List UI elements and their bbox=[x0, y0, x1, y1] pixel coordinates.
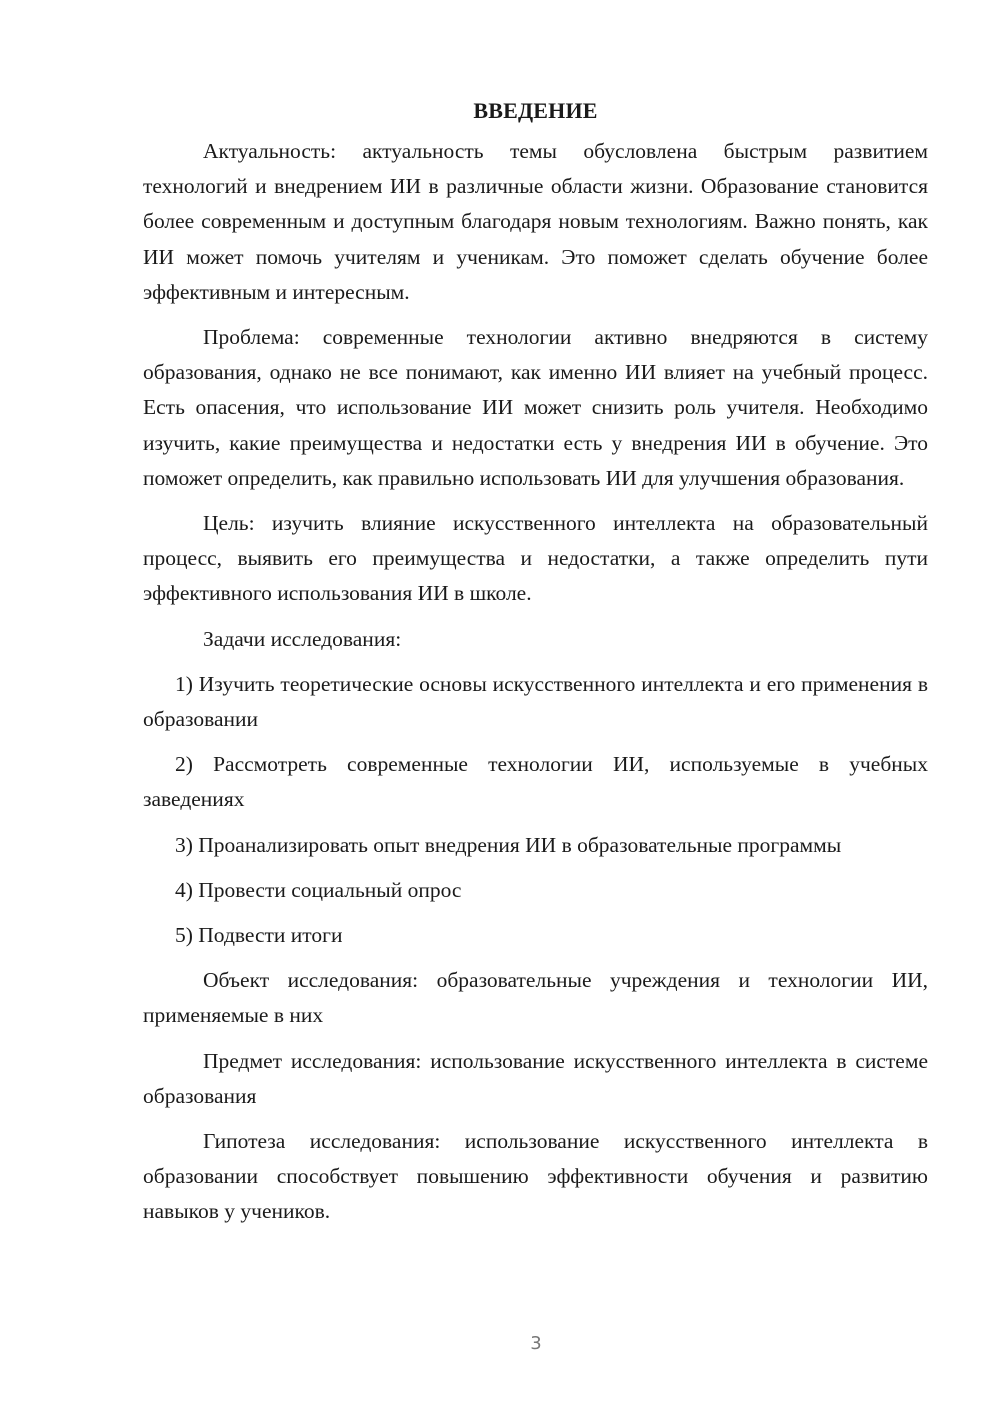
task-item-4: 4) Провести социальный опрос bbox=[175, 877, 462, 902]
task-item-2: 2) Рассмотреть современные технологии ИИ, используемые в учебных заведениях bbox=[143, 752, 928, 812]
paragraph-goal: Цель: изучить влияние искусственного интеллекта на образовательный процесс, выявить его преимущества и недостатки, а также определить пути эффективного использования ИИ в школе. bbox=[143, 511, 928, 606]
paragraph-relevance: Актуальность: актуальность темы обусловлена быстрым развитием технологий и внедрением ИИ в различные области жизни. Образование становится более современным и доступным благодаря новым технологиям. Важно понять, как ИИ может помочь учителям и ученикам. Это поможет сделать обучение более эффективным и интересным. bbox=[143, 139, 928, 304]
paragraph-problem: Проблема: современные технологии активно внедряются в систему образования, однако не все понимают, как именно ИИ влияет на учебный процесс. Есть опасения, что использование ИИ может снизить роль учителя. Необходимо изучить, какие преимущества и недостатки есть у внедрения ИИ в обучение. Это поможет определить, как правильно использовать ИИ для улучшения образования. bbox=[143, 325, 928, 490]
tasks-heading: Задачи исследования: bbox=[203, 626, 402, 651]
task-item-3: 3) Проанализировать опыт внедрения ИИ в образовательные программы bbox=[175, 832, 842, 857]
page-number: 3 bbox=[530, 1333, 542, 1354]
paragraph-object: Объект исследования: образовательные учреждения и технологии ИИ, применяемые в них bbox=[143, 968, 928, 1028]
paragraph-subject: Предмет исследования: использование искусственного интеллекта в системе образования bbox=[143, 1048, 928, 1108]
paragraph-hypothesis: Гипотеза исследования: использование искусственного интеллекта в образовании способствует повышению эффективности обучения и развитию навыков у учеников. bbox=[143, 1129, 928, 1224]
section-title: ВВЕДЕНИЕ bbox=[473, 98, 598, 123]
document-page bbox=[143, 94, 928, 1240]
task-item-5: 5) Подвести итоги bbox=[175, 923, 343, 948]
task-item-1: 1) Изучить теоретические основы искусственного интеллекта и его применения в образовании bbox=[143, 671, 928, 732]
tasks-list bbox=[143, 667, 928, 953]
